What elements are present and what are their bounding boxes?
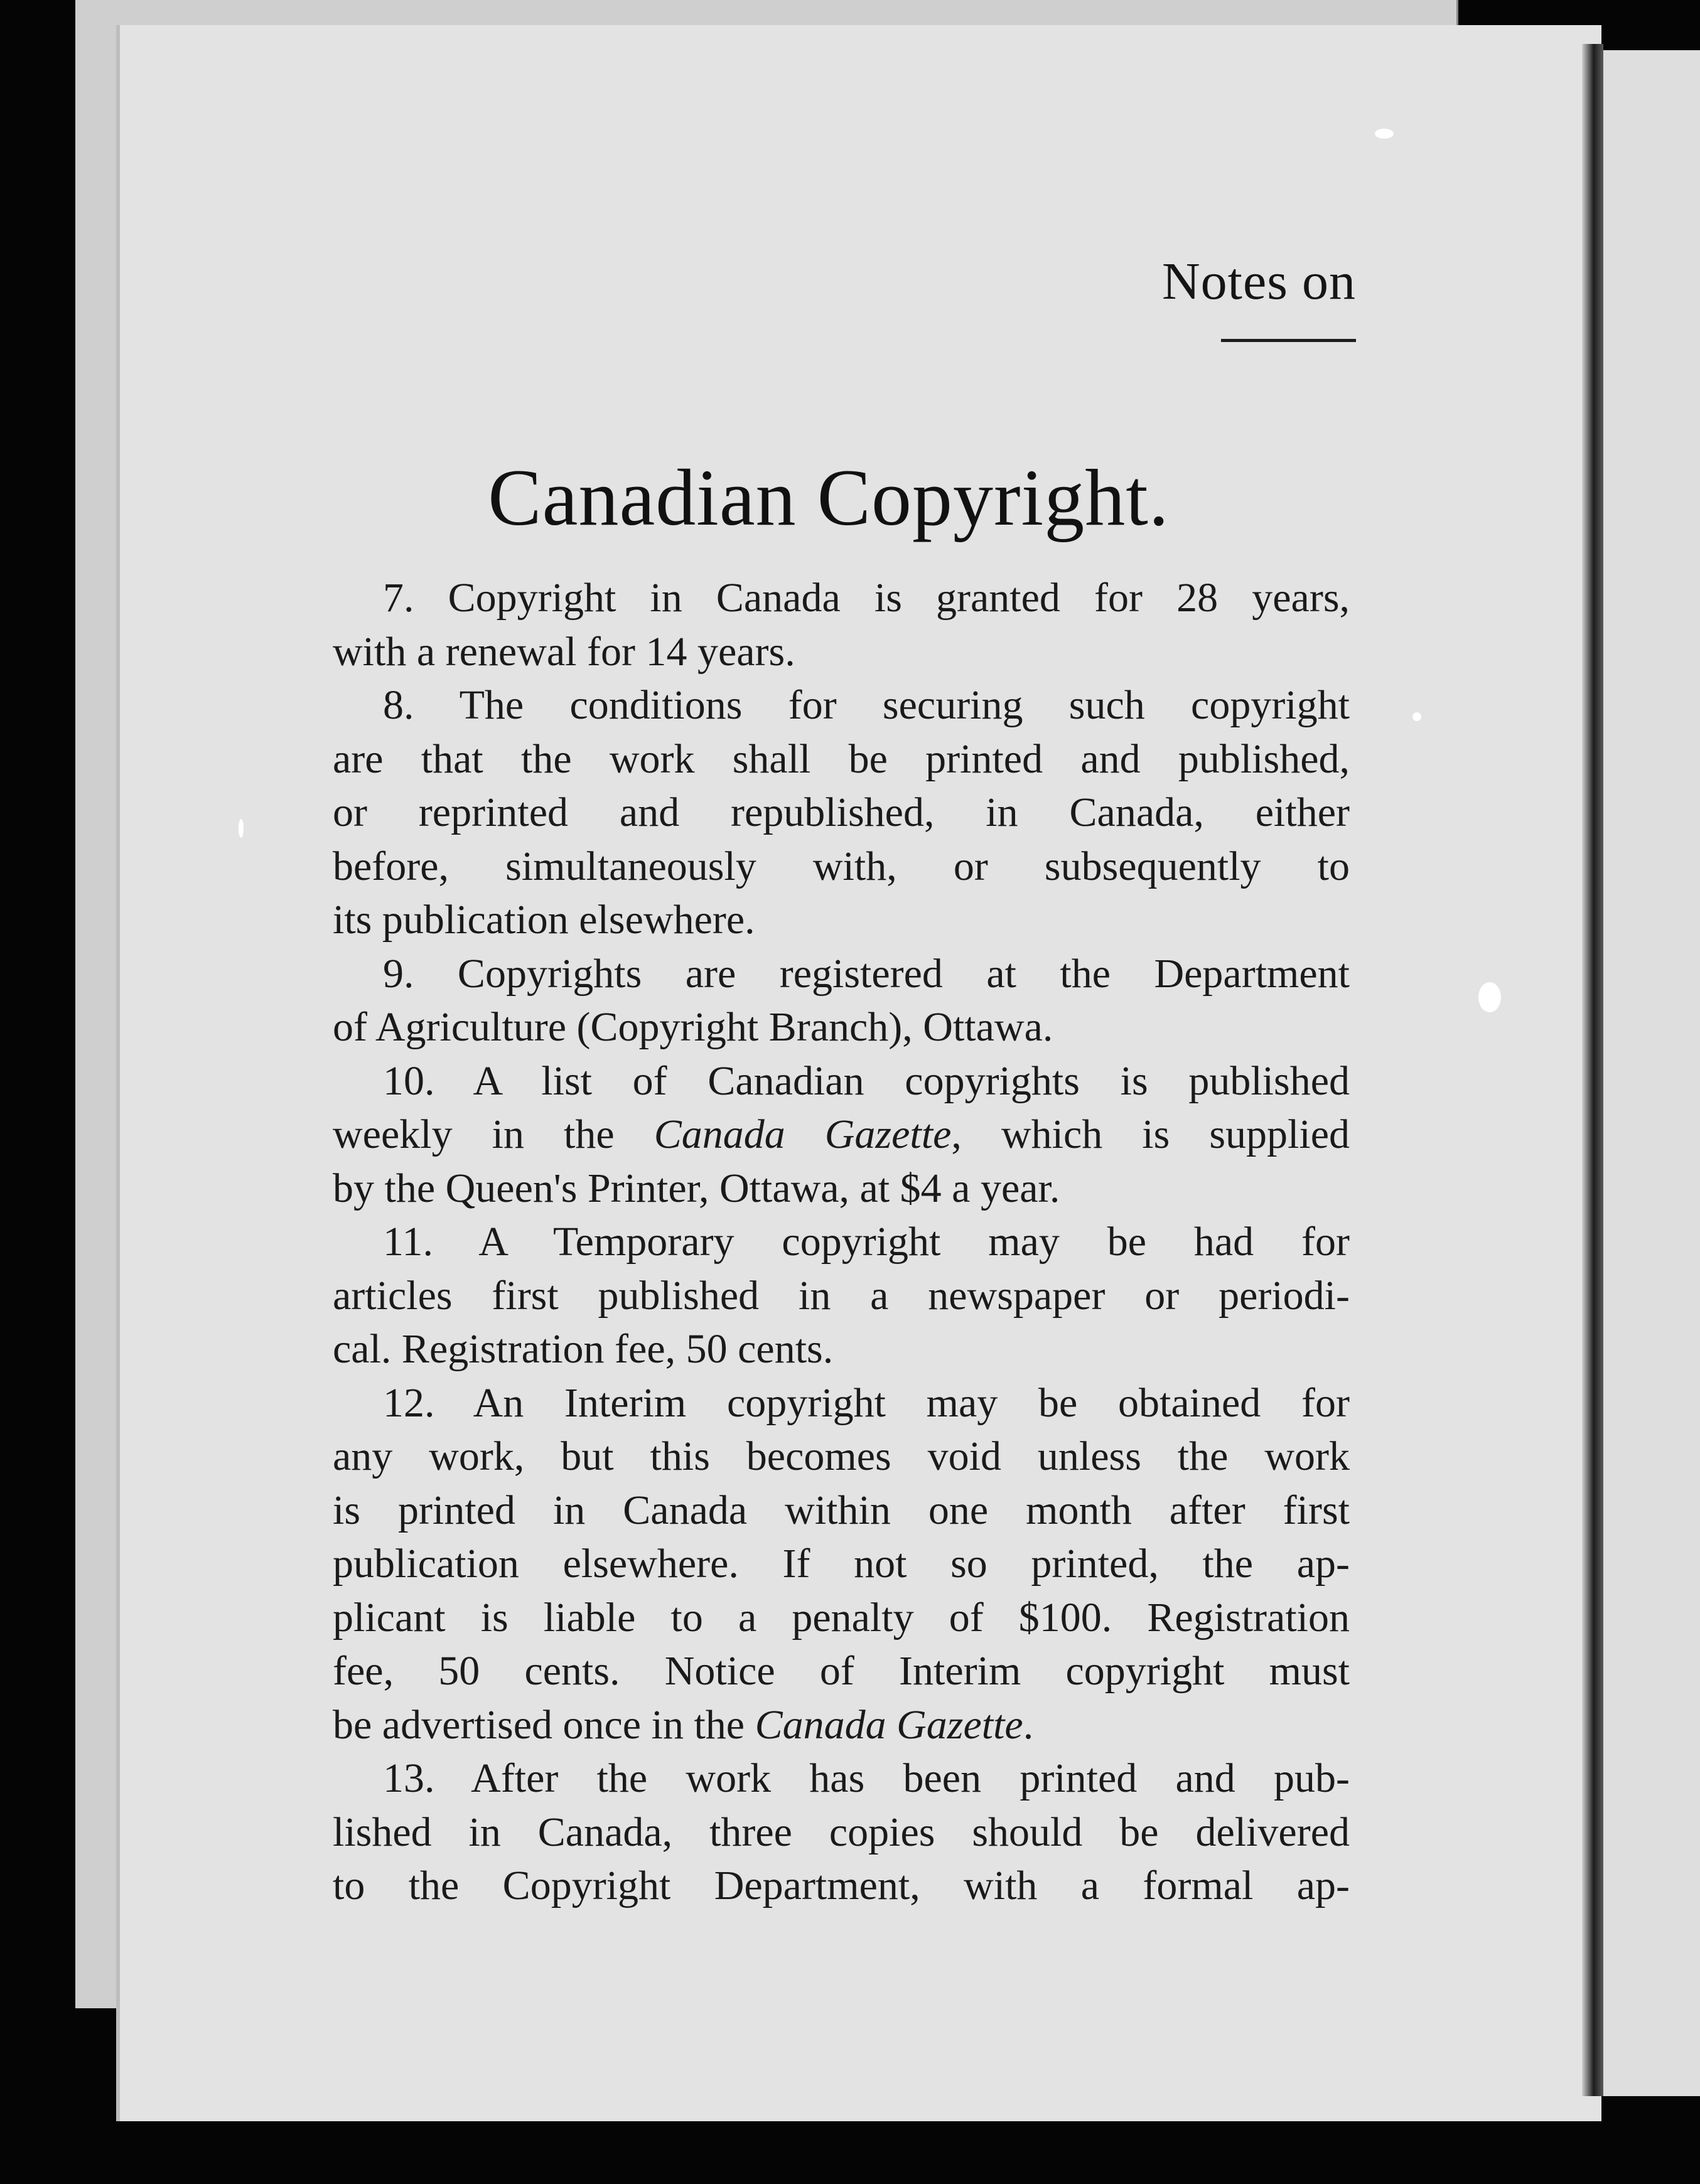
text-line: be advertised once in the Canada Gazette. <box>333 1701 1034 1748</box>
page-fold-shadow <box>1582 44 1603 2096</box>
text-line: 9. Copyrights are registered at the Department <box>383 950 1350 997</box>
dust-speck <box>1478 982 1501 1012</box>
paragraph-9 <box>333 947 1350 1054</box>
paragraph-12 <box>333 1376 1350 1752</box>
dust-speck <box>1375 129 1394 139</box>
periodical-title: Canada Gazette <box>755 1701 1023 1748</box>
body-text <box>333 571 1350 1913</box>
page-title: Canadian Copyright. <box>488 453 1170 542</box>
text-line: to the Copyright Department, with a formal ap- <box>333 1863 1350 1908</box>
paragraph-11 <box>333 1215 1350 1376</box>
paragraph-7 <box>333 571 1350 678</box>
text-line: 13. After the work has been printed and pub- <box>383 1755 1350 1801</box>
text-line: 10. A list of Canadian copyrights is published <box>383 1057 1350 1104</box>
dust-speck <box>1412 712 1421 721</box>
text-line: by the Queen's Printer, Ottawa, at $4 a year. <box>333 1165 1060 1211</box>
dust-speck <box>239 819 244 838</box>
text-line: publication elsewhere. If not so printed, the ap- <box>333 1541 1350 1587</box>
text-line: 11. A Temporary copyright may be had for <box>383 1219 1350 1265</box>
text-line: 12. An Interim copyright may be obtained for <box>383 1379 1350 1426</box>
text-line: articles first published in a newspaper or periodi- <box>333 1272 1350 1319</box>
text-line: 7. Copyright in Canada is granted for 28 years, <box>383 575 1350 621</box>
text-line: plicant is liable to a penalty of $100. Registration <box>333 1594 1350 1641</box>
periodical-title: Canada Gazette <box>654 1111 952 1157</box>
heading-rule <box>1221 339 1356 342</box>
text-line: or reprinted and republished, in Canada, either <box>333 790 1350 835</box>
text-line: 8. The conditions for securing such copyright <box>383 682 1350 728</box>
paragraph-13 <box>333 1752 1350 1913</box>
running-heading: Notes on <box>1162 252 1356 311</box>
text-line: before, simultaneously with, or subsequently to <box>333 843 1350 889</box>
text-line: weekly in the Canada Gazette, which is supplied <box>333 1111 1350 1157</box>
paragraph-8 <box>333 678 1350 947</box>
text-line: of Agriculture (Copyright Branch), Ottawa. <box>333 1004 1053 1050</box>
text-line: lished in Canada, three copies should be delivered <box>333 1809 1350 1855</box>
text-line: with a renewal for 14 years. <box>333 628 795 675</box>
text-line: any work, but this becomes void unless the work <box>333 1433 1350 1479</box>
text-line: cal. Registration fee, 50 cents. <box>333 1326 834 1372</box>
facing-page-edge <box>1603 50 1700 2096</box>
paragraph-10 <box>333 1054 1350 1216</box>
text-line: is printed in Canada within one month after first <box>333 1487 1350 1533</box>
text-line: its publication elsewhere. <box>333 897 755 943</box>
text-line: fee, 50 cents. Notice of Interim copyright must <box>333 1648 1350 1694</box>
text-line: are that the work shall be printed and published, <box>333 736 1350 782</box>
